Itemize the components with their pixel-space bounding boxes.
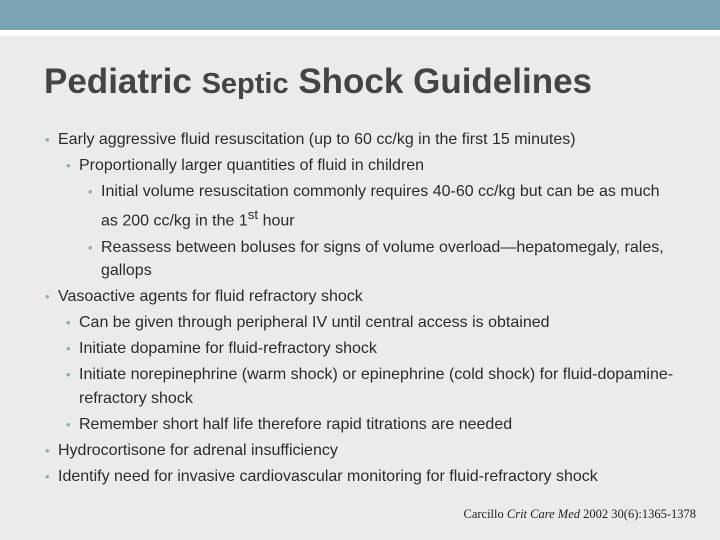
bullet-item — [0, 154, 720, 177]
bullet-marker-icon: • — [66, 416, 71, 432]
slide-title — [44, 58, 592, 108]
bullet-list — [0, 128, 720, 491]
bullet-text: Hydrocortisone for adrenal insufficiency — [58, 441, 338, 459]
bullet-text: Initiate dopamine for fluid-refractory shock — [79, 340, 377, 358]
bullet-marker-icon: • — [66, 158, 71, 173]
bullet-marker-icon: • — [66, 315, 71, 331]
top-accent-line — [0, 30, 720, 36]
bullet-superscript: st — [247, 207, 259, 223]
bullet-text: Proportionally larger quantities of fluid in children — [79, 157, 425, 174]
bullet-marker-icon: • — [88, 184, 93, 199]
bullet-item — [0, 465, 720, 488]
citation — [463, 507, 696, 522]
bullet-text-end: hour — [258, 212, 295, 230]
bullet-marker-icon: • — [45, 132, 50, 147]
bullet-text: Initial volume resuscitation commonly requires 40-60 cc/kg but can be as much as 200 cc/kg in the 1 — [101, 183, 660, 230]
bullet-text: Identify need for invasive cardiovascular monitoring for fluid-refractory shock — [58, 467, 598, 485]
bullet-text: Initiate norepinephrine (warm shock) or epinephrine (cold shock) for fluid-dopamine-refractory shock — [79, 366, 674, 407]
bullet-item — [0, 236, 720, 283]
bullet-marker-icon: • — [45, 468, 50, 484]
bullet-item — [0, 285, 720, 308]
bullet-item — [0, 363, 720, 410]
bullet-item — [0, 413, 720, 436]
citation-journal: Crit Care Med — [506, 507, 581, 521]
title-part-3: Shock Guidelines — [288, 62, 593, 101]
top-accent-band — [0, 0, 720, 30]
bullet-item — [0, 180, 720, 233]
bullet-text: Can be given through peripheral IV until central access is obtained — [79, 314, 550, 332]
bullet-item — [0, 128, 720, 151]
bullet-item — [0, 337, 720, 360]
bullet-marker-icon: • — [66, 341, 71, 357]
title-part-1: Pediatric — [44, 62, 202, 101]
bullet-text: Vasoactive agents for fluid refractory shock — [58, 288, 363, 306]
bullet-text: Early aggressive fluid resuscitation (up to 60 cc/kg in the first 15 minutes) — [58, 131, 576, 148]
bullet-text: Reassess between boluses for signs of volume overload—hepatomegaly, rales, gallops — [101, 238, 664, 280]
citation-reference: 2002 30(6):1365-1378 — [580, 507, 696, 521]
bullet-marker-icon: • — [88, 239, 93, 255]
bullet-item — [0, 311, 720, 334]
title-part-2: Septic — [201, 68, 289, 100]
bullet-item — [0, 439, 720, 462]
bullet-marker-icon: • — [45, 289, 50, 305]
bullet-marker-icon: • — [66, 367, 71, 383]
bullet-text: Remember short half life therefore rapid titrations are needed — [79, 415, 513, 433]
citation-author: Carcillo — [463, 507, 507, 521]
bullet-marker-icon: • — [45, 442, 50, 458]
